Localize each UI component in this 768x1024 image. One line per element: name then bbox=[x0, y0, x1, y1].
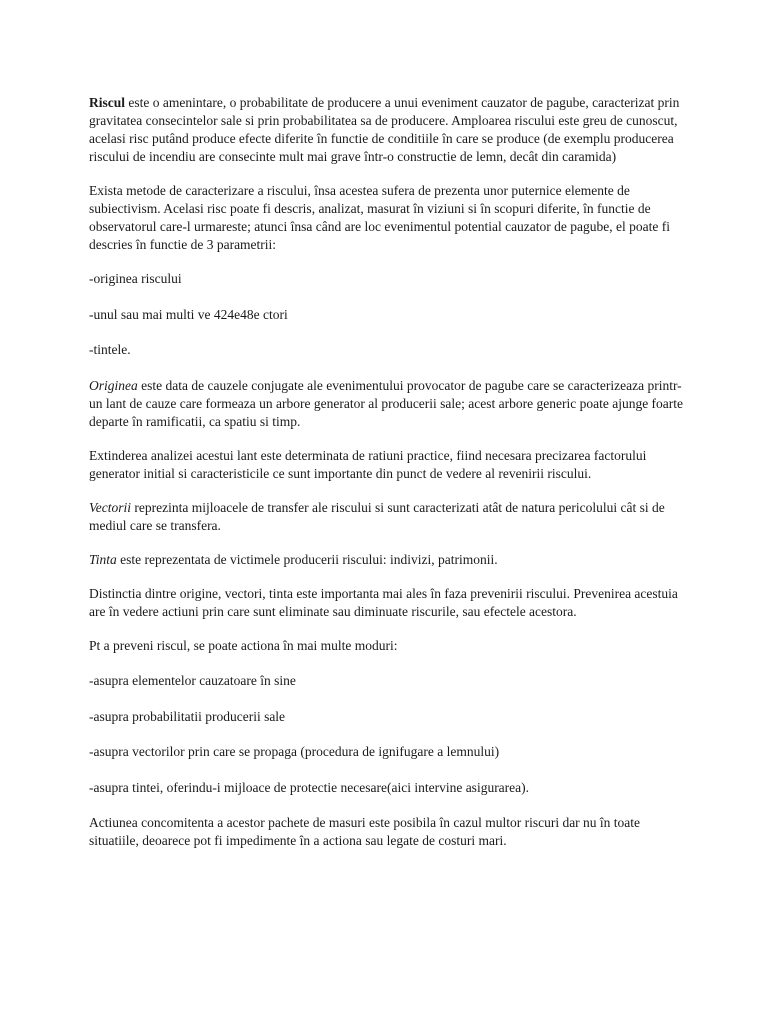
paragraph-text: reprezinta mijloacele de transfer ale riscului si sunt caracterizati atât de natura pericolului cât si de mediul care se transfera. bbox=[89, 499, 665, 533]
list-item: -asupra tintei, oferindu-i mijloace de protectie necesare(aici intervine asigurarea). bbox=[89, 779, 530, 795]
list-item: -tintele. bbox=[89, 342, 131, 357]
term-riscul: Riscul bbox=[89, 95, 126, 110]
paragraph-text: Pt a preveni riscul, se poate actiona în mai multe moduri: bbox=[89, 637, 398, 653]
paragraph-concomitent-action bbox=[89, 814, 689, 850]
paragraph-text: Distinctia dintre origine, vectori, tinta este importanta mai ales în faza prevenirii riscului. Prevenirea acestuia are în vedere actiuni prin care sunt eliminate sau diminuate riscurile, sau efectele acestora. bbox=[89, 585, 678, 619]
paragraph-vectorii bbox=[89, 499, 689, 535]
paragraph-text: Actiunea concomitenta a acestor pachete de masuri este posibila în cazul multor riscuri dar nu în toate situatiile, deoarece pot fi impedimente în a actiona sau legate de costuri mari. bbox=[89, 815, 641, 848]
paragraph-text: este o amenintare, o probabilitate de producere a unui eveniment cauzator de pagube, caracterizat prin gravitatea consecintelor sale si prin probabilitatea sa de producere. Amploarea riscului este greu de cunoscut, acelasi risc putând produce efecte diferite în functie de conditiile în care se produce (de exemplu producerea riscului de incendiu are consecinte mult mai grave într-o constructie de lemn, decât din caramida) bbox=[89, 95, 680, 164]
paragraph-riscul-definition bbox=[89, 94, 689, 166]
paragraph-text: este data de cauzele conjugate ale evenimentului provocator de pagube care se caracterizeaza printr-un lant de cauze care formeaza un arbore generator al producerii sale; acest arbore generic poate ajunge foarte departe în ramificatii, ca spatiu si timp. bbox=[89, 377, 684, 429]
list-item: -asupra vectorilor prin care se propaga (procedura de ignifugare a lemnului) bbox=[89, 744, 500, 759]
term-originea: Originea bbox=[89, 377, 138, 393]
list-item: -unul sau mai multi ve 424e48e ctori bbox=[89, 306, 288, 322]
document-body bbox=[89, 94, 689, 866]
list-item: -asupra probabilitatii producerii sale bbox=[89, 708, 286, 724]
paragraph-text: Extinderea analizei acestui lant este determinata de ratiuni practice, fiind necesara precizarea factorului generator initial si caracteristicile ce sunt importante din punct de vedere al revenirii riscului. bbox=[89, 447, 647, 481]
paragraph-text: este reprezentata de victimele producerii riscului: indivizi, patrimonii. bbox=[116, 551, 498, 567]
paragraph-risk-characterization bbox=[89, 182, 689, 254]
paragraph-distinction bbox=[89, 585, 689, 621]
list-item: -originea riscului bbox=[89, 271, 182, 286]
paragraph-analysis-extension bbox=[89, 447, 689, 483]
paragraph-prevention-intro bbox=[89, 637, 689, 655]
term-tinta: Tinta bbox=[89, 551, 117, 567]
term-vectorii: Vectorii bbox=[89, 499, 131, 515]
list-item: -asupra elementelor cauzatoare în sine bbox=[89, 673, 296, 688]
paragraph-text: Exista metode de caracterizare a riscului, însa acestea sufera de prezenta unor puternice elemente de subiectivism. Acelasi risc poate fi descris, analizat, masurat în viziuni si în scopuri diferite, în functie de observatorul care-l urmareste; atunci însa când are loc evenimentul potential cauzator de pagube, el poate fi descries în functie de 3 parametrii: bbox=[89, 183, 670, 252]
paragraph-originea bbox=[89, 377, 689, 431]
paragraph-tinta bbox=[89, 551, 689, 569]
